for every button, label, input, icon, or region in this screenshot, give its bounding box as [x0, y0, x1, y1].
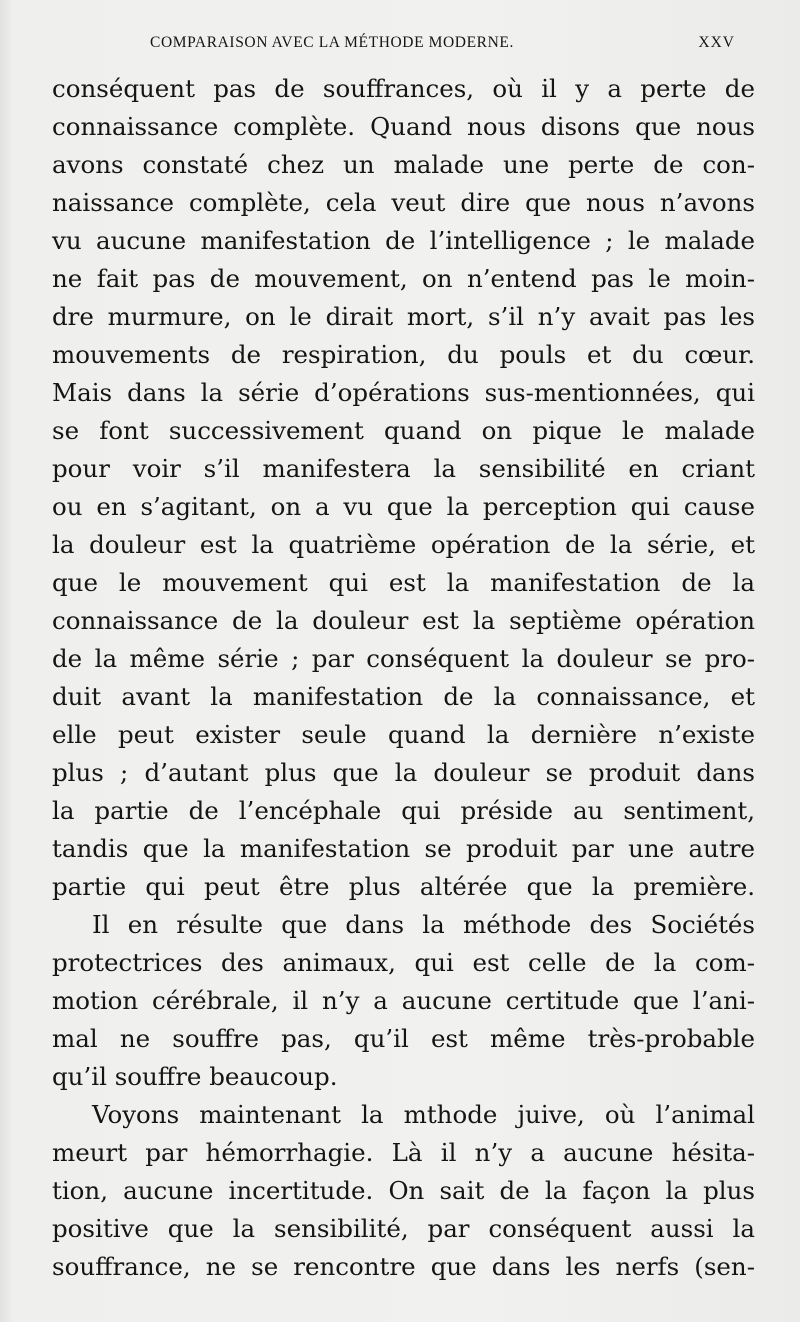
text-line: mal ne souffre pas, qu’il est même très-probable — [52, 1024, 755, 1053]
text-line: ne fait pas de mouvement, on n’entend pas le moin- — [52, 264, 755, 293]
text-line: connaissance complète. Quand nous disons que nous — [52, 112, 755, 141]
paragraph-first-line: Il en résulte que dans la méthode des Sociétés — [92, 910, 755, 939]
text-line: conséquent pas de souffrances, où il y a perte de — [52, 74, 755, 103]
text-line: mouvements de respiration, du pouls et du cœur. — [52, 340, 755, 369]
text-line: connaissance de la douleur est la septième opération — [52, 606, 755, 635]
text-line: naissance complète, cela veut dire que nous n’avons — [52, 188, 755, 217]
text-line: souffrance, ne se rencontre que dans les nerfs (sen- — [52, 1252, 755, 1281]
text-line: dre murmure, on le dirait mort, s’il n’y avait pas les — [52, 302, 755, 331]
text-line: meurt par hémorrhagie. Là il n’y a aucune hésita- — [52, 1138, 755, 1167]
paragraph-first-line: Voyons maintenant la mthode juive, où l’animal — [92, 1100, 755, 1129]
text-line: duit avant la manifestation de la connaissance, et — [52, 682, 755, 711]
text-line: protectrices des animaux, qui est celle de la com- — [52, 948, 755, 977]
paragraph-last-line: qu’il souffre beaucoup. — [52, 1062, 338, 1091]
running-title: COMPARAISON AVEC LA MÉTHODE MODERNE. — [150, 34, 514, 51]
text-line: tion, aucune incertitude. On sait de la façon la plus — [52, 1176, 755, 1205]
text-line: motion cérébrale, il n’y a aucune certitude que l’ani- — [52, 986, 755, 1015]
page-number: XXV — [698, 34, 735, 51]
running-header — [150, 34, 735, 58]
text-line: plus ; d’autant plus que la douleur se produit dans — [52, 758, 755, 787]
text-line: positive que la sensibilité, par conséquent aussi la — [52, 1214, 755, 1243]
text-line: que le mouvement qui est la manifestation de la — [52, 568, 755, 597]
text-line: tandis que la manifestation se produit par une autre — [52, 834, 755, 863]
body-text — [52, 70, 755, 1286]
text-line: pour voir s’il manifestera la sensibilité en criant — [52, 454, 755, 483]
text-line: la partie de l’encéphale qui préside au sentiment, — [52, 796, 755, 825]
text-line: elle peut exister seule quand la dernière n’existe — [52, 720, 755, 749]
text-line: ou en s’agitant, on a vu que la perception qui cause — [52, 492, 755, 521]
text-line: partie qui peut être plus altérée que la première. — [52, 872, 755, 901]
text-line: Mais dans la série d’opérations sus-mentionnées, qui — [52, 378, 755, 407]
text-line: de la même série ; par conséquent la douleur se pro- — [52, 644, 755, 673]
text-line: se font successivement quand on pique le malade — [52, 416, 755, 445]
text-line: la douleur est la quatrième opération de la série, et — [52, 530, 755, 559]
text-line: vu aucune manifestation de l’intelligence ; le malade — [52, 226, 755, 255]
text-line: avons constaté chez un malade une perte de con- — [52, 150, 755, 179]
